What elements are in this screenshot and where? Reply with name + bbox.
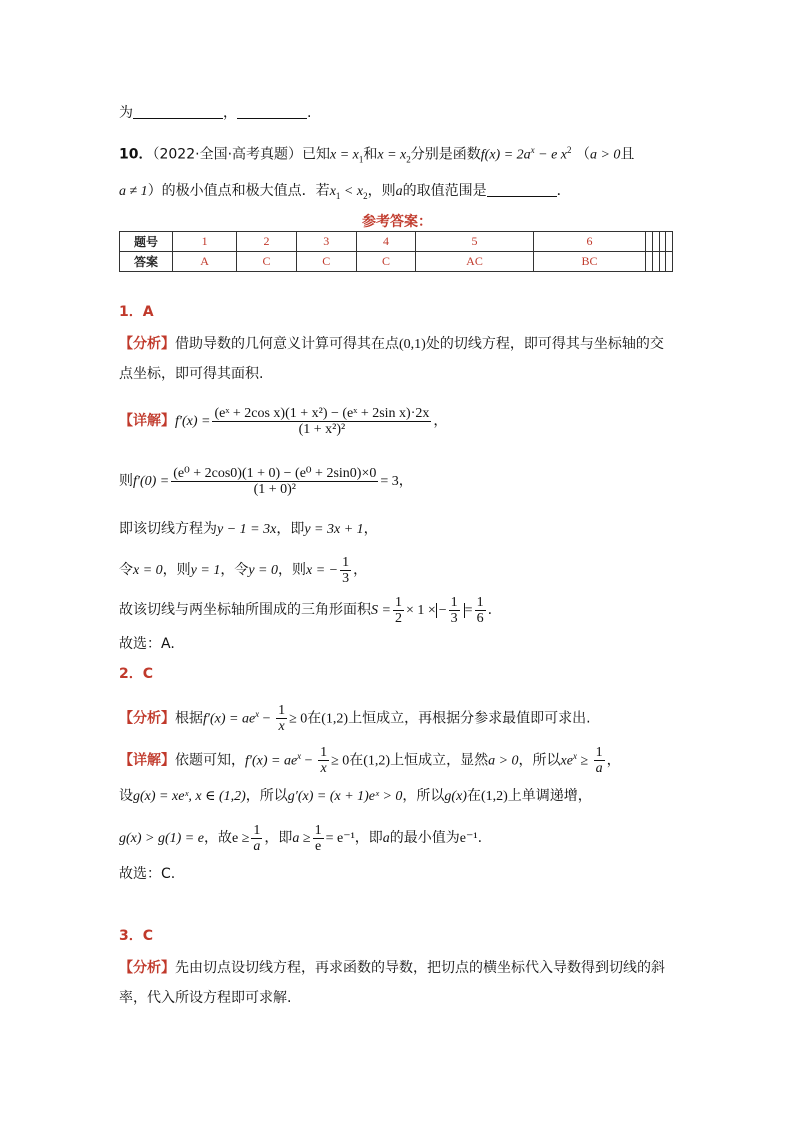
table-row [120,252,673,272]
table-cell [653,232,660,252]
table-cell: 4 [356,232,416,252]
fraction: $\frac{1}{a}$ [595,745,603,777]
solution-3-analysis: 【分析】先由切点设切线方程，再求函数的导数，把切点的横坐标代入导数得到切线的斜 [119,960,665,976]
answer-blank[interactable] [237,104,307,119]
answer-table [119,231,673,272]
table-row [120,232,673,252]
table-cell [646,232,653,252]
table-cell: A [173,252,237,272]
question-10-line2: a ≠ 1）的极小值点和极大值点．若$x_1 < x_2$，则a的取值范围是 ． [119,183,571,201]
table-cell [659,252,666,272]
table-cell: AC [416,252,533,272]
fraction: $\frac{1}{x}$ [278,703,286,735]
fraction: $\frac{1}{3}$ [450,595,458,627]
table-cell: C [296,252,356,272]
table-header-cell: 答案 [120,252,173,272]
fraction: $\frac{1}{x}$ [320,745,328,777]
solution-1-analysis: 【分析】借助导数的几何意义计算可得其在点(0,1)处的切线方程，即可得其与坐标轴的交 [119,336,664,352]
solution-1-detail: 【详解】f′(x) = $\frac{\text{(eˣ + 2cos x)(1 + x²) − (eˣ + 2sin x)·2x}}{\text{(1 + x²)²}}$ ， [119,405,448,437]
table-cell [659,232,666,252]
solution-1-heading: 1．A [119,304,154,320]
fraction: $\frac{\text{(e⁰ + 2cos0)(1 + 0) − (e⁰ + 2sin0)×0}}{\text{(1 + 0)²}}$ [173,465,377,497]
table-header-cell: 题号 [120,232,173,252]
table-cell: 6 [533,232,646,252]
table-cell [666,232,673,252]
solution-3-heading: 3．C [119,928,154,944]
answer-blank[interactable] [487,182,557,197]
table-cell: C [237,252,297,272]
solution-2-heading: 2．C [119,666,154,682]
table-cell: 5 [416,232,533,252]
table-cell [646,252,653,272]
table-cell: 1 [173,232,237,252]
document-page: 为 ， . 10．（2022·全国·高考真题）已知$x = x_1$和$x = x_2$分别是函数$f(x) = 2a^x - e$ $x^2$ （a > 0且 a ≠ 1）的极小值点和极大值点．若$x_1 < x_2$，则a的取值范围是 ． 参考答案： 题号 1 2 3 4 5 6 答案 A C C C AC BC 1．A 【分析】借助导数的几何意义计算可得其在点(0,1)处的切线方程，即可得其与坐标轴的交 点坐标，即可得其面积. 【详解】f′(x) = $\frac{\text{(eˣ + 2cos x)(1 + x²) − (eˣ + 2sin x)·2x}}{\text{(1 + x²)²}}$ ， 则f′(0) = $\frac{\text{(e⁰ + 2cos0)(1 + 0) − (e⁰ + 2sin0)×0}}{\text{(1 + 0)²}}$ = 3， 即该切线方程为y − 1 = 3x，即y = 3x + 1， 令x = 0，则y = 1，令y = 0，则x = − $\frac{1}{3}$ ， 故该切线与两坐标轴所围成的三角形面积S = $\frac{1}{2}$ × 1 × − $\frac{1}{3}$ = $\frac{1}{6}$ . 故选：A. 2．C 【分析】根据$f'(x) = ae^x$ − $\frac{1}{x}$ ≥ 0在(1,2)上恒成立，再根据分参求最值即可求出. 【详解】依题可知，$f'(x) = ae^x$ − $\frac{1}{x}$ ≥ 0在(1,2)上恒成立，显然a > 0，所以$xe^x$ ≥ $\frac{1}{a}$ ， 设g(x) = xeˣ, x ∈ (1,2)，所以g′(x) = (x + 1)eˣ > 0，所以g(x)在(1,2)上单调递增， g(x) > g(1) = e，故e ≥ $\frac{1}{a}$ ，即a ≥ $\frac{1}{e}$ = e⁻¹，即a的最小值为e⁻¹. 故选：C. 3．C 【分析】先由切点设切线方程，再求函数的导数，把切点的横坐标代入导数得到切线的斜 率，代入所设方程即可求解. [0,0,794,1123]
answer-title: 参考答案： [362,214,432,230]
fraction: $\frac{1}{2}$ [394,594,402,626]
solution-2-analysis: 【分析】根据$f'(x) = ae^x$ − $\frac{1}{x}$ ≥ 0在(1,2)上恒成立，再根据分参求最值即可求出. [119,703,591,735]
fraction: $\frac{1}{3}$ [342,554,350,586]
table-cell: BC [533,252,646,272]
table-cell [653,252,660,272]
solution-2-detail: 【详解】依题可知，$f'(x) = ae^x$ − $\frac{1}{x}$ ≥ 0在(1,2)上恒成立，显然a > 0，所以$xe^x$ ≥ $\frac{1}{a}$ ， [119,745,621,777]
answer-blank[interactable] [133,104,223,119]
q9-tail: 为 ， . [119,105,312,121]
table-cell: 2 [237,232,297,252]
fraction: $\frac{\text{(eˣ + 2cos x)(1 + x²) − (eˣ + 2sin x)·2x}}{\text{(1 + x²)²}}$ [214,405,430,437]
fraction: $\frac{1}{e}$ [314,822,322,854]
fraction: $\frac{1}{a}$ [253,822,261,854]
table-cell: 3 [296,232,356,252]
question-source: （2022·全国·高考真题） [152,146,303,163]
fraction: $\frac{1}{6}$ [476,594,484,626]
table-cell [666,252,673,272]
question-10: 10．（2022·全国·高考真题）已知$x = x_1$和$x = x_2$分别是函数$f(x) = 2a^x - e$ $x^2$ （a > 0且 [119,145,635,165]
table-cell: C [356,252,416,272]
